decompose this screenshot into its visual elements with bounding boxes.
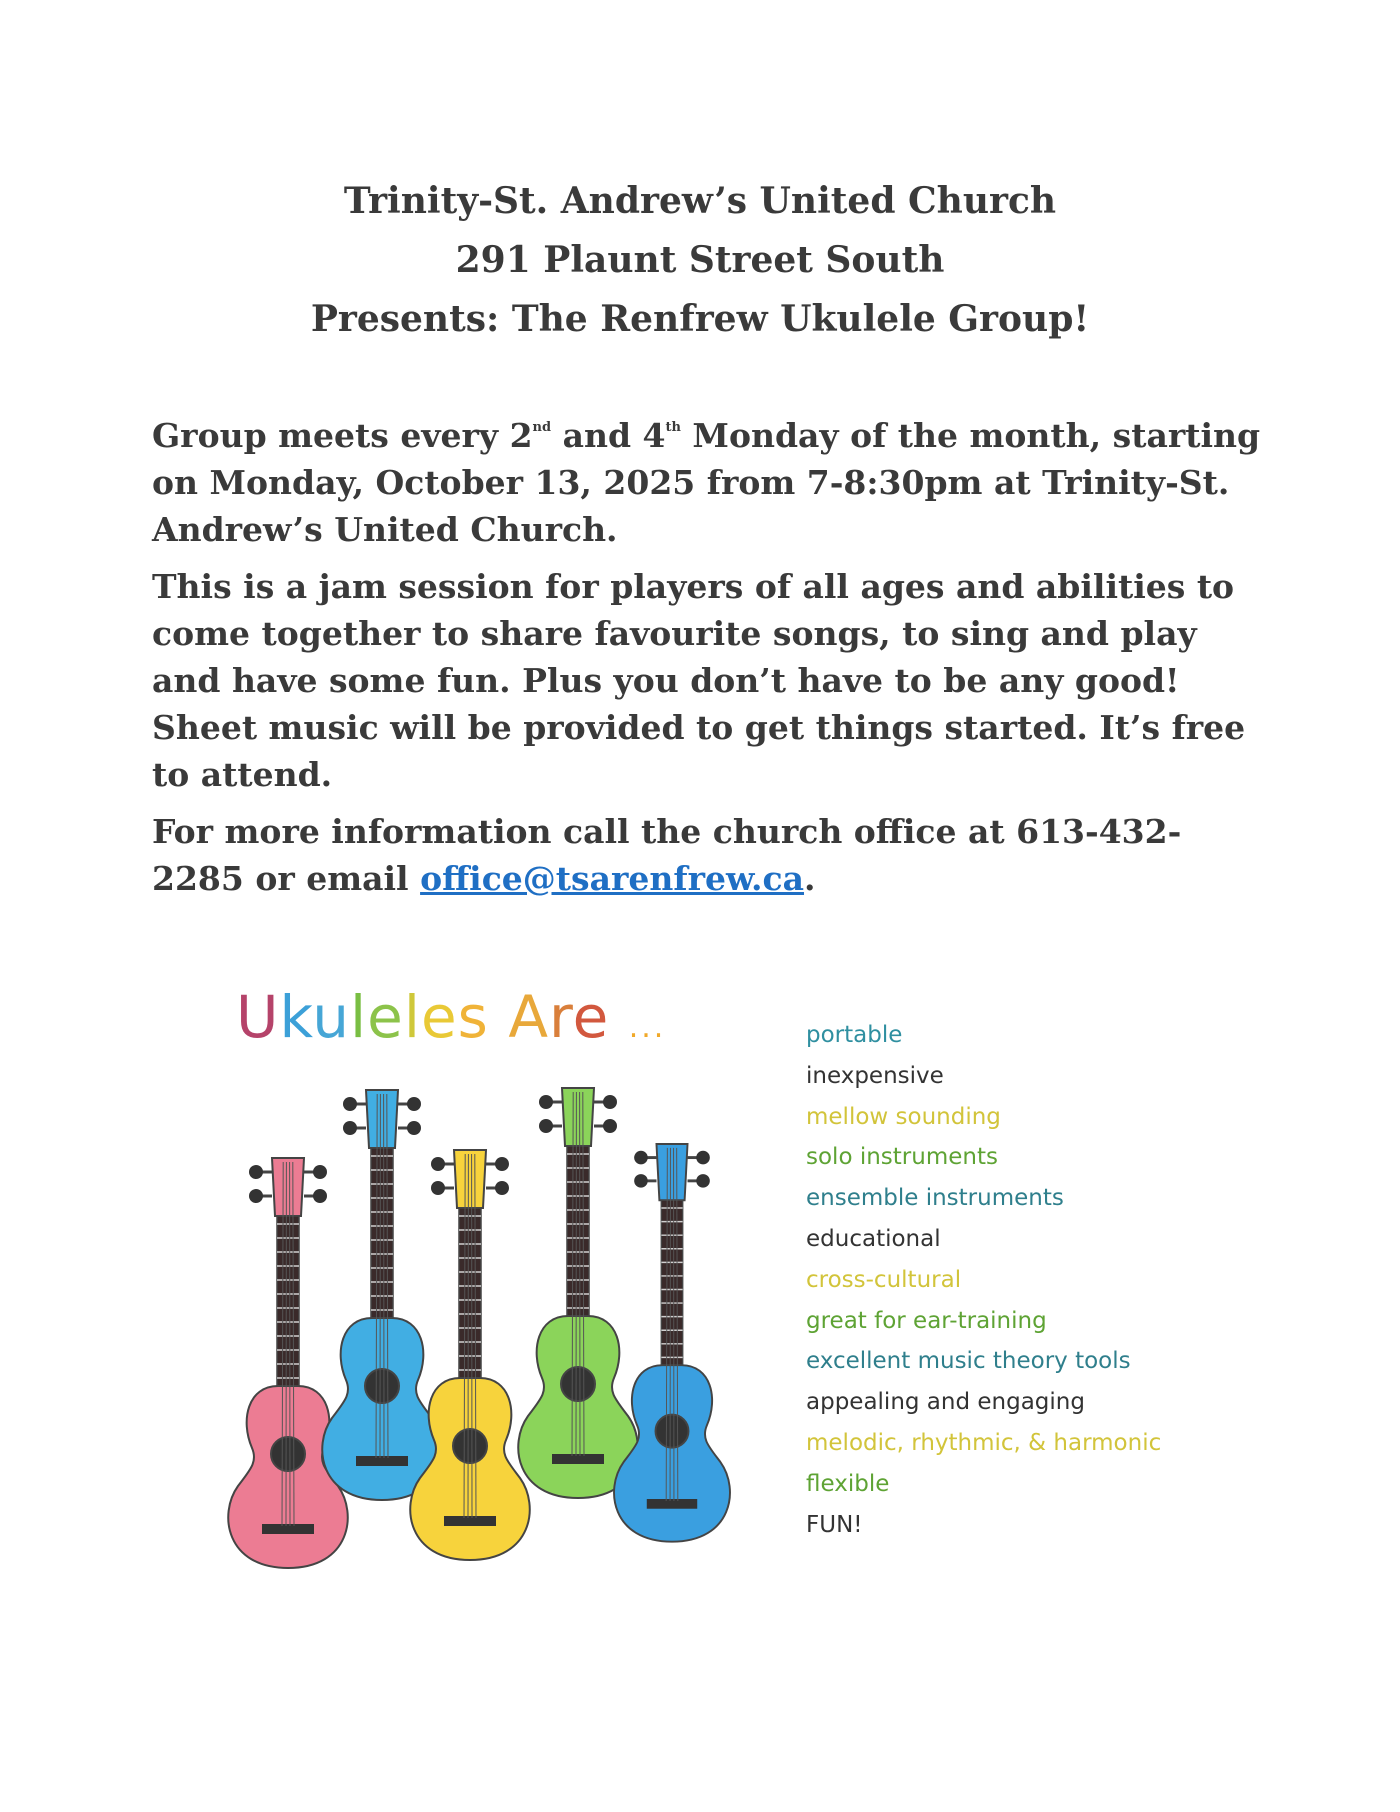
ordinal-nd: nd [532, 420, 552, 435]
schedule-text-2: and 4 [551, 416, 666, 455]
ukuleles-are-title [236, 982, 666, 1063]
title-letter: A [508, 983, 549, 1051]
title-letter: l [350, 983, 368, 1051]
quality-item: mellow sounding [806, 1103, 1001, 1130]
quality-item: solo instruments [806, 1144, 998, 1171]
title-letter: k [279, 983, 313, 1051]
quality-item: excellent music theory tools [806, 1348, 1131, 1375]
contact-paragraph [152, 808, 1262, 902]
contact-end: . [804, 859, 816, 898]
presents-line: Presents: The Renfrew Ukulele Group! [310, 298, 1090, 340]
light-blue-ukulele [614, 1144, 730, 1542]
title-letter: e [367, 983, 404, 1051]
blue-ukulele [322, 1090, 442, 1500]
title-letter: e [572, 983, 610, 1051]
yellow-ukulele [410, 1150, 530, 1560]
title-letter: u [312, 983, 351, 1051]
quality-item: great for ear-training [806, 1307, 1047, 1334]
quality-item: appealing and engaging [806, 1389, 1085, 1416]
quality-item: inexpensive [806, 1062, 944, 1089]
title-letter: l [403, 983, 421, 1051]
schedule-paragraph [152, 412, 1262, 553]
title-dots: ... [628, 1010, 667, 1045]
schedule-text-1: Group meets every 2 [152, 416, 533, 455]
quality-item: ensemble instruments [806, 1185, 1064, 1212]
quality-item: FUN! [806, 1511, 863, 1538]
schedule-text-3: Monday of the month, starting on Monday, October 13, 2025 from 7-8:30pm at Trinity-St. Andrew’s United Church. [152, 416, 1261, 549]
ukuleles-illustration [220, 1080, 740, 1580]
pink-ukulele [228, 1158, 348, 1568]
contact-text: For more information call the church office at 613-432-2285 or email [152, 812, 1182, 898]
quality-item: cross-cultural [806, 1266, 962, 1293]
green-ukulele [518, 1088, 638, 1498]
title-letter: r [549, 983, 573, 1051]
title-letter: e [420, 983, 458, 1051]
ukulele-qualities-list [806, 1015, 1161, 1545]
email-link[interactable]: office@tsarenfrew.ca [420, 859, 805, 898]
flyer-header [0, 172, 1400, 349]
title-letter [489, 983, 508, 1051]
quality-item: flexible [806, 1470, 890, 1497]
quality-item: melodic, rhythmic, & harmonic [806, 1429, 1162, 1456]
quality-item: portable [806, 1022, 903, 1048]
title-letter: U [236, 983, 280, 1051]
ordinal-th: th [665, 420, 681, 435]
quality-item: educational [806, 1225, 941, 1252]
church-address: 291 Plaunt Street South [455, 239, 945, 281]
church-name: Trinity-St. Andrew’s United Church [343, 180, 1057, 222]
description-paragraph: This is a jam session for players of all ages and abilities to come together to share favourite songs, to sing and play and have some fun. Plus you don’t have to be any good! Sheet music will be provided to get things started. It’s free to attend. [152, 567, 1246, 794]
title-letter: s [457, 983, 489, 1051]
flyer-body [152, 412, 1262, 912]
